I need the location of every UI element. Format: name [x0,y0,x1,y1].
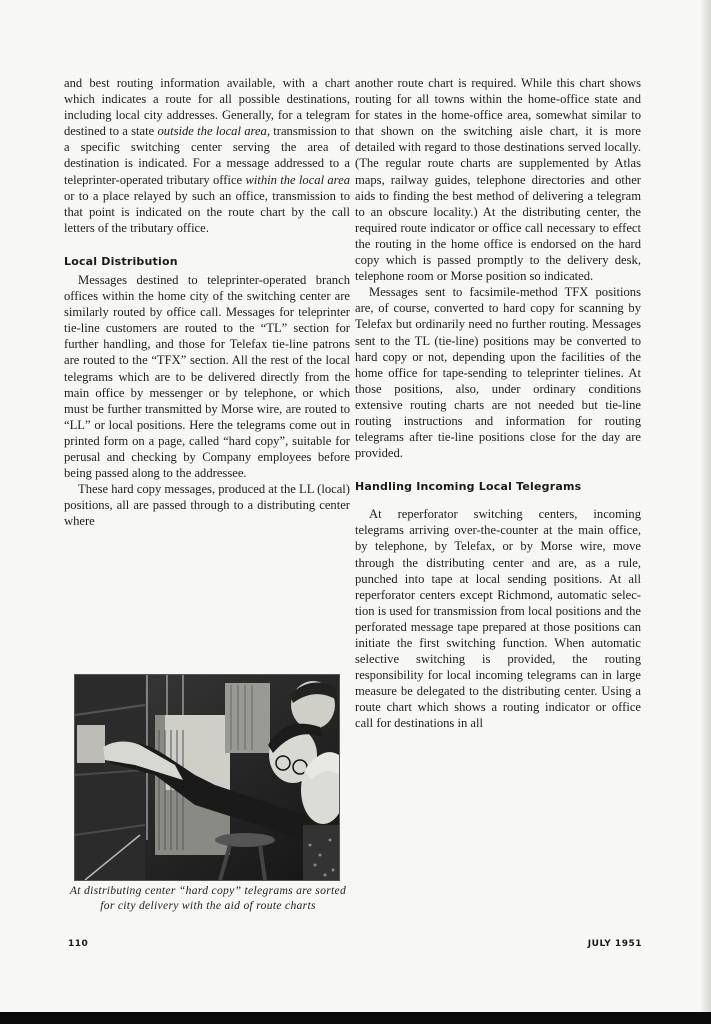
photo-image [75,675,339,880]
text-run: transmission to a specific switching center serving the area of destination is indicated. For a message addressed to a teleprinter-operated tributary office [64,124,351,187]
heading-handling-incoming: Handling Incoming Local Telegrams [355,480,582,494]
paragraph-route-chart-continued: another route chart is required. While this chart shows routing for all towns within the home-office state and for states in the home-office area, somewhat similar to that shown on the switching aisle chart, it is more detailed with regard to those destinations served locally. (The regular route charts are supplemented by Atlas maps, railway guides, telephone directories and other aids to finding the best method of delivering a telegram to an obscure locality.) At the distributing center, the required route indicator or office call necessary to effect the routing in the home office is endorsed on the hard copy which is passed promptly to the delivery desk, telephone room or Morse position so indicated. [355,76,641,284]
paragraph-local-distribution: Messages destined to teleprinter-operated branch offices within the home city of the switching center are similarly routed by office call. Messages for teleprinter tie-line customers are routed to the “TL” section for further handling, and those for Telefax tie-line patrons are routed to the “TFX” section. All the rest of the local telegrams which are to be delivered directly from the main office by messenger or by telephone, or which must be further transmitted by Morse wire, are routed to “LL” or local positions. Here the telegrams come out in printed form on a page, called “hard copy”, suitable for perusal and checking by Company employees before being passed along to the addressee. [64,272,350,481]
right-column [355,75,641,732]
left-column [64,75,350,529]
figure-caption: At distributing center “hard copy” telegrams are sorted for city delivery with the aid of route charts [69,884,347,912]
paragraph-tfx-tl: Messages sent to facsimile-method TFX positions are, of course, converted to hard copy for scanning by Telefax but ordinarily need no further routing. Messages sent to the TL (tie-line) positions may be converted to hard copy or not, depending upon the facilities of the home office for tape-sending to teleprinter tielines. At those positions, also, under ordinary conditions extensive routing charts are not needed but tie-line routing instructions and information for routing telegrams after tie-line positions close for the day are provided. [355,285,641,461]
paragraph-hard-copy: These hard copy messages, produced at the LL (local) positions, all are passed through to a distributing center where [64,482,350,529]
photo-distributing-center [74,674,340,881]
text-run: or to a place relayed by such an office, transmission to that point is indicated on the route chart by the call letters of the tributary office. [64,188,350,235]
text-run: and best routing information available, with a chart which indicates a route for all possible destinations, including local city addresses. Generally, for a telegram destined to a state [64,76,350,139]
emphasis: within the local area [245,172,350,187]
paragraph-route-chart [64,75,350,236]
scan-bottom-border [0,1012,711,1024]
issue-date: JULY 1951 [587,939,642,949]
heading-local-distribution: Local Distribution [64,254,178,268]
page-edge-shadow [701,0,711,1012]
paragraph-incoming-telegrams: At reperforator switching centers, incoming telegrams arriving over-the-counter at the main office, by telephone, by Telefax, or by Morse wire, move through the distributing center and are, as a rule, punched into tape at local sending positions. At all reperforator centers except Richmond, automatic selection is used for transmission from local positions and the perforated message tape prepared at those positions can initiate the first switching function. When automatic selective switching is provided, the routing responsibility for local incoming telegrams can in large measure be delegated to the distributing center. Using a route chart which shows a routing indicator or office call for destinations in all [355,507,641,731]
emphasis: outside the local area, [157,124,271,139]
page-number: 110 [68,939,89,949]
